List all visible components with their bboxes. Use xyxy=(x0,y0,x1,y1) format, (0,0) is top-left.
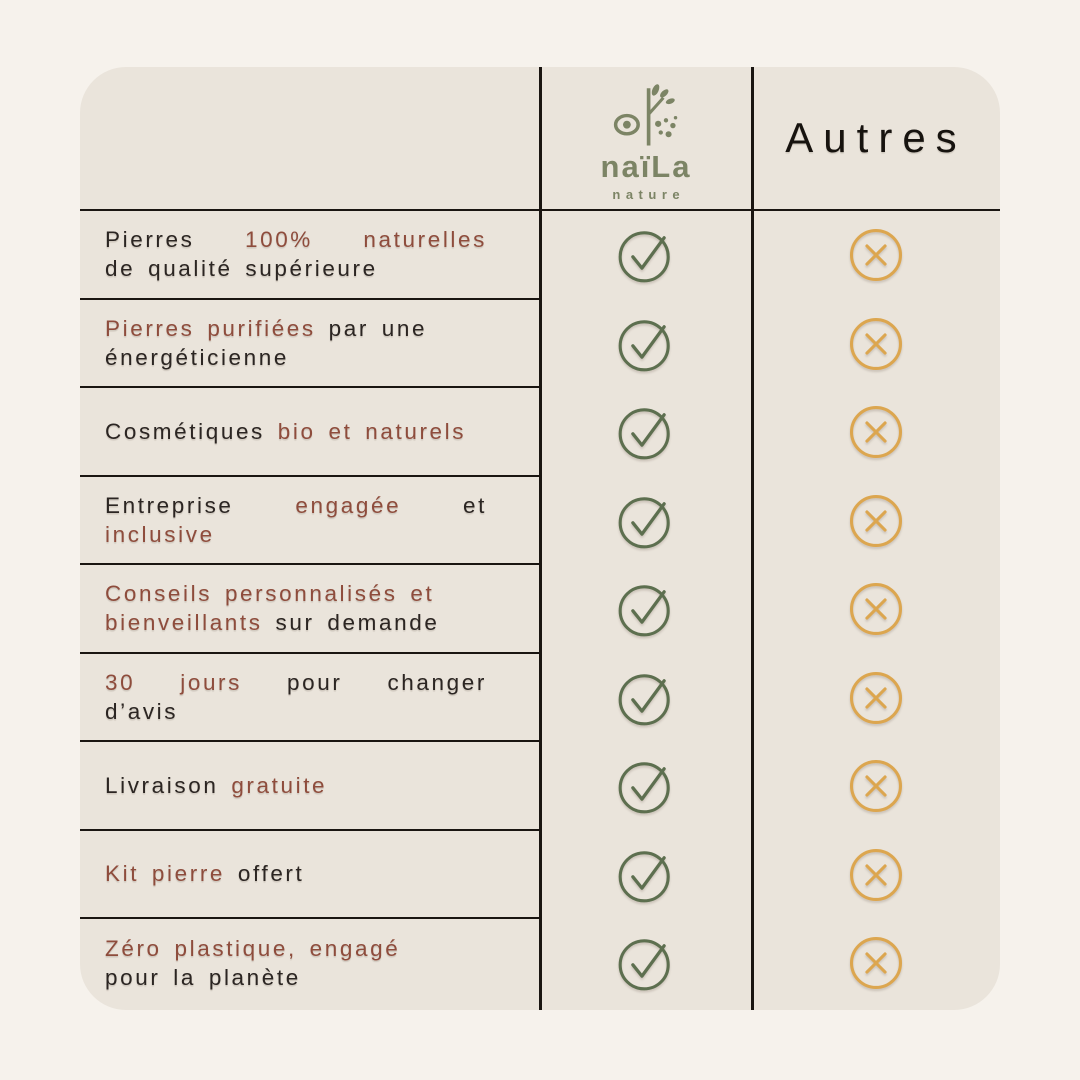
other-mark-cell xyxy=(752,565,1000,654)
feature-text: Entreprise xyxy=(105,492,234,518)
other-mark-cell xyxy=(752,654,1000,743)
feature-label xyxy=(80,654,540,743)
column-divider-left xyxy=(539,67,542,1010)
feature-text-accent: Zéro plastique, engagé xyxy=(105,936,401,962)
brand-mark-cell xyxy=(540,742,752,831)
check-icon xyxy=(617,580,675,638)
cross-icon xyxy=(847,403,905,461)
cross-icon xyxy=(847,757,905,815)
feature-text: Livraison xyxy=(105,772,219,798)
brand-mark-cell xyxy=(540,477,752,566)
brand-mark-cell xyxy=(540,831,752,920)
feature-label xyxy=(80,742,540,831)
feature-text-accent: Kit pierre xyxy=(105,861,226,887)
cross-icon xyxy=(847,492,905,550)
other-mark-cell xyxy=(752,300,1000,389)
header-feature-cell xyxy=(80,67,540,209)
feature-text: énergéticienne xyxy=(105,344,290,370)
feature-line xyxy=(105,771,516,800)
feature-text: pour xyxy=(287,669,343,695)
feature-label xyxy=(80,831,540,920)
feature-text-accent: gratuite xyxy=(231,772,328,798)
other-mark-cell xyxy=(752,919,1000,1008)
other-mark-cell xyxy=(752,831,1000,920)
feature-text: pour la planète xyxy=(105,965,301,991)
feature-line xyxy=(105,697,516,726)
check-icon xyxy=(617,315,675,373)
brand-logo xyxy=(601,75,692,202)
feature-line xyxy=(105,254,516,283)
check-icon xyxy=(617,403,675,461)
feature-line xyxy=(105,608,516,637)
feature-text: Cosmétiques xyxy=(105,418,265,444)
feature-text-accent: bienveillants xyxy=(105,610,263,636)
feature-line xyxy=(105,314,516,343)
brand-wordmark: naïLa xyxy=(600,148,692,184)
check-icon xyxy=(617,846,675,904)
brand-mark-cell xyxy=(540,919,752,1008)
feature-line xyxy=(105,579,516,608)
feature-line xyxy=(105,491,487,520)
feature-line xyxy=(105,859,516,888)
feature-line xyxy=(105,343,516,372)
comparison-table-card xyxy=(80,67,1000,1010)
feature-label xyxy=(80,211,540,300)
check-icon xyxy=(617,226,675,284)
check-icon xyxy=(617,934,675,992)
feature-text-accent: 100% xyxy=(244,227,313,253)
brand-mark-cell xyxy=(540,565,752,654)
feature-text: d’avis xyxy=(105,698,179,724)
brand-logo-icon xyxy=(602,83,690,149)
feature-text-accent: engagée xyxy=(295,492,402,518)
brand-mark-cell xyxy=(540,300,752,389)
feature-line xyxy=(105,668,487,697)
brand-mark-cell xyxy=(540,654,752,743)
other-mark-cell xyxy=(752,388,1000,477)
feature-text: Pierres xyxy=(105,227,195,253)
feature-line xyxy=(105,963,516,992)
cross-icon xyxy=(847,846,905,904)
feature-line xyxy=(105,225,487,254)
feature-label xyxy=(80,565,540,654)
other-mark-cell xyxy=(752,742,1000,831)
feature-line xyxy=(105,520,516,549)
feature-label xyxy=(80,388,540,477)
column-divider-right xyxy=(751,67,754,1010)
brand-mark-cell xyxy=(540,388,752,477)
feature-text: et xyxy=(463,492,487,518)
feature-text: changer xyxy=(387,669,487,695)
feature-line xyxy=(105,417,516,446)
feature-line xyxy=(105,934,516,963)
feature-text-accent: inclusive xyxy=(105,521,215,547)
other-column-title: Autres xyxy=(785,114,967,161)
cross-icon xyxy=(847,934,905,992)
feature-text-accent: jours xyxy=(180,669,243,695)
cross-icon xyxy=(847,226,905,284)
header-brand-cell xyxy=(540,67,752,209)
feature-text-accent: Pierres purifiées xyxy=(105,315,316,341)
feature-text-accent: 30 xyxy=(105,669,136,695)
feature-text: sur demande xyxy=(275,610,440,636)
check-icon xyxy=(617,669,675,727)
brand-mark-cell xyxy=(540,211,752,300)
cross-icon xyxy=(847,580,905,638)
cross-icon xyxy=(847,315,905,373)
header-other-cell xyxy=(752,67,1000,209)
check-icon xyxy=(617,757,675,815)
feature-text: offert xyxy=(237,861,305,887)
brand-tagline: nature xyxy=(612,186,686,202)
feature-label xyxy=(80,919,540,1008)
feature-label xyxy=(80,477,540,566)
other-mark-cell xyxy=(752,477,1000,566)
feature-text: par une xyxy=(328,315,428,341)
feature-label xyxy=(80,300,540,389)
feature-text-accent: bio et naturels xyxy=(277,418,467,444)
check-icon xyxy=(617,492,675,550)
other-mark-cell xyxy=(752,211,1000,300)
feature-text: de qualité supérieure xyxy=(105,256,378,282)
feature-text-accent: naturelles xyxy=(363,227,487,253)
feature-text-accent: Conseils personnalisés et xyxy=(105,581,435,607)
cross-icon xyxy=(847,669,905,727)
